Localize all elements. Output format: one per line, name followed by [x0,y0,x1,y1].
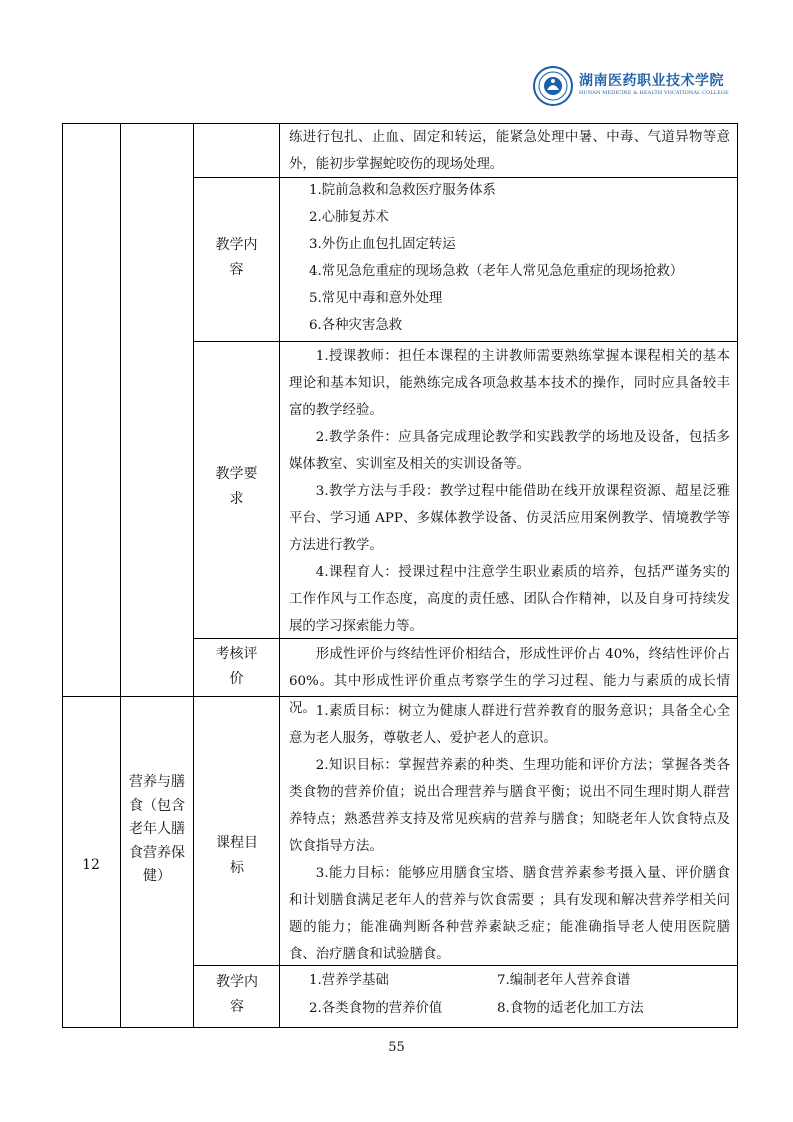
list-item: 6.各种灾害急救 [309,318,403,333]
first-aid-assessment-label: 考核评价 [215,646,258,687]
list-item: 3.外伤止血包扎固定转运 [309,237,456,252]
list-item: 1.院前急救和急救医疗服务体系 [309,183,496,198]
header-logo [533,66,729,106]
paragraph: 4.课程育人：授课过程中注意学生职业素质的培养，包括严谨务实的工作作风与工作态度，高度的责任感、团队合作精神，以及自身可持续发展的学习探索能力等。 [289,565,730,634]
paragraph: 1.素质目标：树立为健康人群进行营养教育的服务意识；具备全心全意为老人服务，尊敬老人、爱护老人的意识。 [289,704,730,746]
list-item: 2.心肺复苏术 [309,210,389,225]
paragraph: 2.教学条件：应具备完成理论教学和实践教学的场地及设备，包括多媒体教室、实训室及相关的实训设备等。 [289,430,730,472]
school-name: 湖南医药职业技术学院 [579,73,724,89]
list-item: 5.常见中毒和意外处理 [309,291,443,306]
course-objectives-label: 课程目标 [216,835,258,876]
paragraph: 1.授课教师：担任本课程的主讲教师需要熟练掌握本课程相关的基本理论和基本知识，能熟练完成各项急救基本技术的操作，同时应具备较丰富的教学经验。 [289,349,730,418]
first-aid-requirements-text [280,343,736,640]
first-aid-requirements-label: 教学要求 [215,466,258,507]
course-content-label: 教学内容 [216,974,258,1015]
list-item: 8.食物的适老化加工方法 [497,1001,644,1016]
first-aid-assessment-text: 形成性评价与终结性评价相结合，形成性评价占 40%，终结性评价占 60%。其中形成性评价重点考察学生的学习过程、能力与素质的成长情况。 [289,647,730,716]
course-content-list [280,967,736,1023]
paragraph: 3.教学方法与手段：教学过程中能借助在线开放课程资源、超星泛雅平台、学习通 APP、多媒体教学设备、仿灵活应用案例教学、情境教学等方法进行教学。 [289,484,730,553]
paragraph: 3.能力目标：能够应用膳食宝塔、膳食营养素参考摄入量、评价膳食和计划膳食满足老年人的营养与饮食需要 ；具有发现和解决营养学相关问题的能力；能准确判断各种营养素缺乏症；能准确指导老人使用医院膳食、治疗膳食和试验膳食。 [289,866,730,962]
first-aid-content-list [280,177,736,339]
list-item: 4.常见急危重症的现场急救（老年人常见急危重症的现场抢救） [309,264,684,279]
list-item: 1.营养学基础 [309,973,389,988]
school-emblem-icon [533,66,573,106]
paragraph: 2.知识目标：掌握营养素的种类、生理功能和评价方法；掌握各类各类食物的营养价值；说出合理营养与膳食平衡；说出不同生理时期人群营养特点；熟悉营养支持及常见疾病的营养与膳食；知晓老年人饮食特点及饮食指导方法。 [289,758,730,854]
page-number: 55 [388,1040,405,1055]
first-aid-content-label: 教学内容 [215,237,258,278]
course-number: 12 [82,857,100,873]
first-aid-continuation-text: 练进行包扎、止血、固定和转运，能紧急处理中暑、中毒、气道异物等意外，能初步掌握蛇咬伤的现场处理。 [289,130,730,172]
course-objectives-text [280,698,736,968]
school-name-en: HUNAN MEDICINE & HEALTH VOCATIONAL COLLEGE [579,90,729,96]
course-name: 营养与膳食（包含老年人膳食营养保健） [129,774,185,884]
list-item: 7.编制老年人营养食谱 [497,973,631,988]
list-item: 2.各类食物的营养价值 [309,1001,443,1016]
